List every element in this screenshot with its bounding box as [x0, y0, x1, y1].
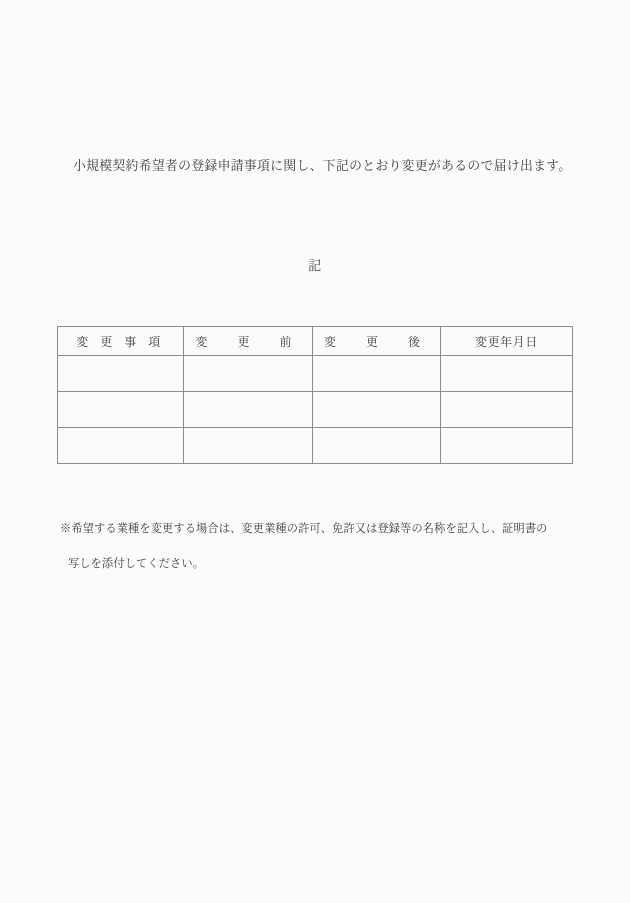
cell-change-item[interactable] [58, 356, 184, 392]
footnote-line-1: ※希望する業種を変更する場合は、変更業種の許可、免許又は登録等の名称を記入し、証明書の [60, 523, 548, 535]
footnote [60, 512, 580, 582]
table-row [58, 392, 573, 428]
cell-change-item[interactable] [58, 392, 184, 428]
column-header-change-item: 変 更 事 項 [58, 327, 184, 356]
column-header-after: 変 更 後 [313, 327, 441, 356]
table-header-row [58, 327, 573, 356]
table-row [58, 428, 573, 464]
cell-change-date[interactable] [441, 428, 573, 464]
cell-change-item[interactable] [58, 428, 184, 464]
change-details-table [57, 326, 573, 464]
cell-after[interactable] [313, 392, 441, 428]
cell-after[interactable] [313, 428, 441, 464]
footnote-line-2: 写しを添付してください。 [68, 558, 205, 570]
cell-change-date[interactable] [441, 392, 573, 428]
cell-change-date[interactable] [441, 356, 573, 392]
table-row [58, 356, 573, 392]
cell-before[interactable] [184, 428, 313, 464]
column-header-before: 変 更 前 [184, 327, 313, 356]
cell-before[interactable] [184, 356, 313, 392]
intro-paragraph: 小規模契約希望者の登録申請事項に関し、下記のとおり変更があるので届け出ます。 [73, 158, 572, 173]
section-marker-ki: 記 [308, 258, 322, 273]
cell-before[interactable] [184, 392, 313, 428]
cell-after[interactable] [313, 356, 441, 392]
column-header-change-date: 変更年月日 [441, 327, 573, 356]
